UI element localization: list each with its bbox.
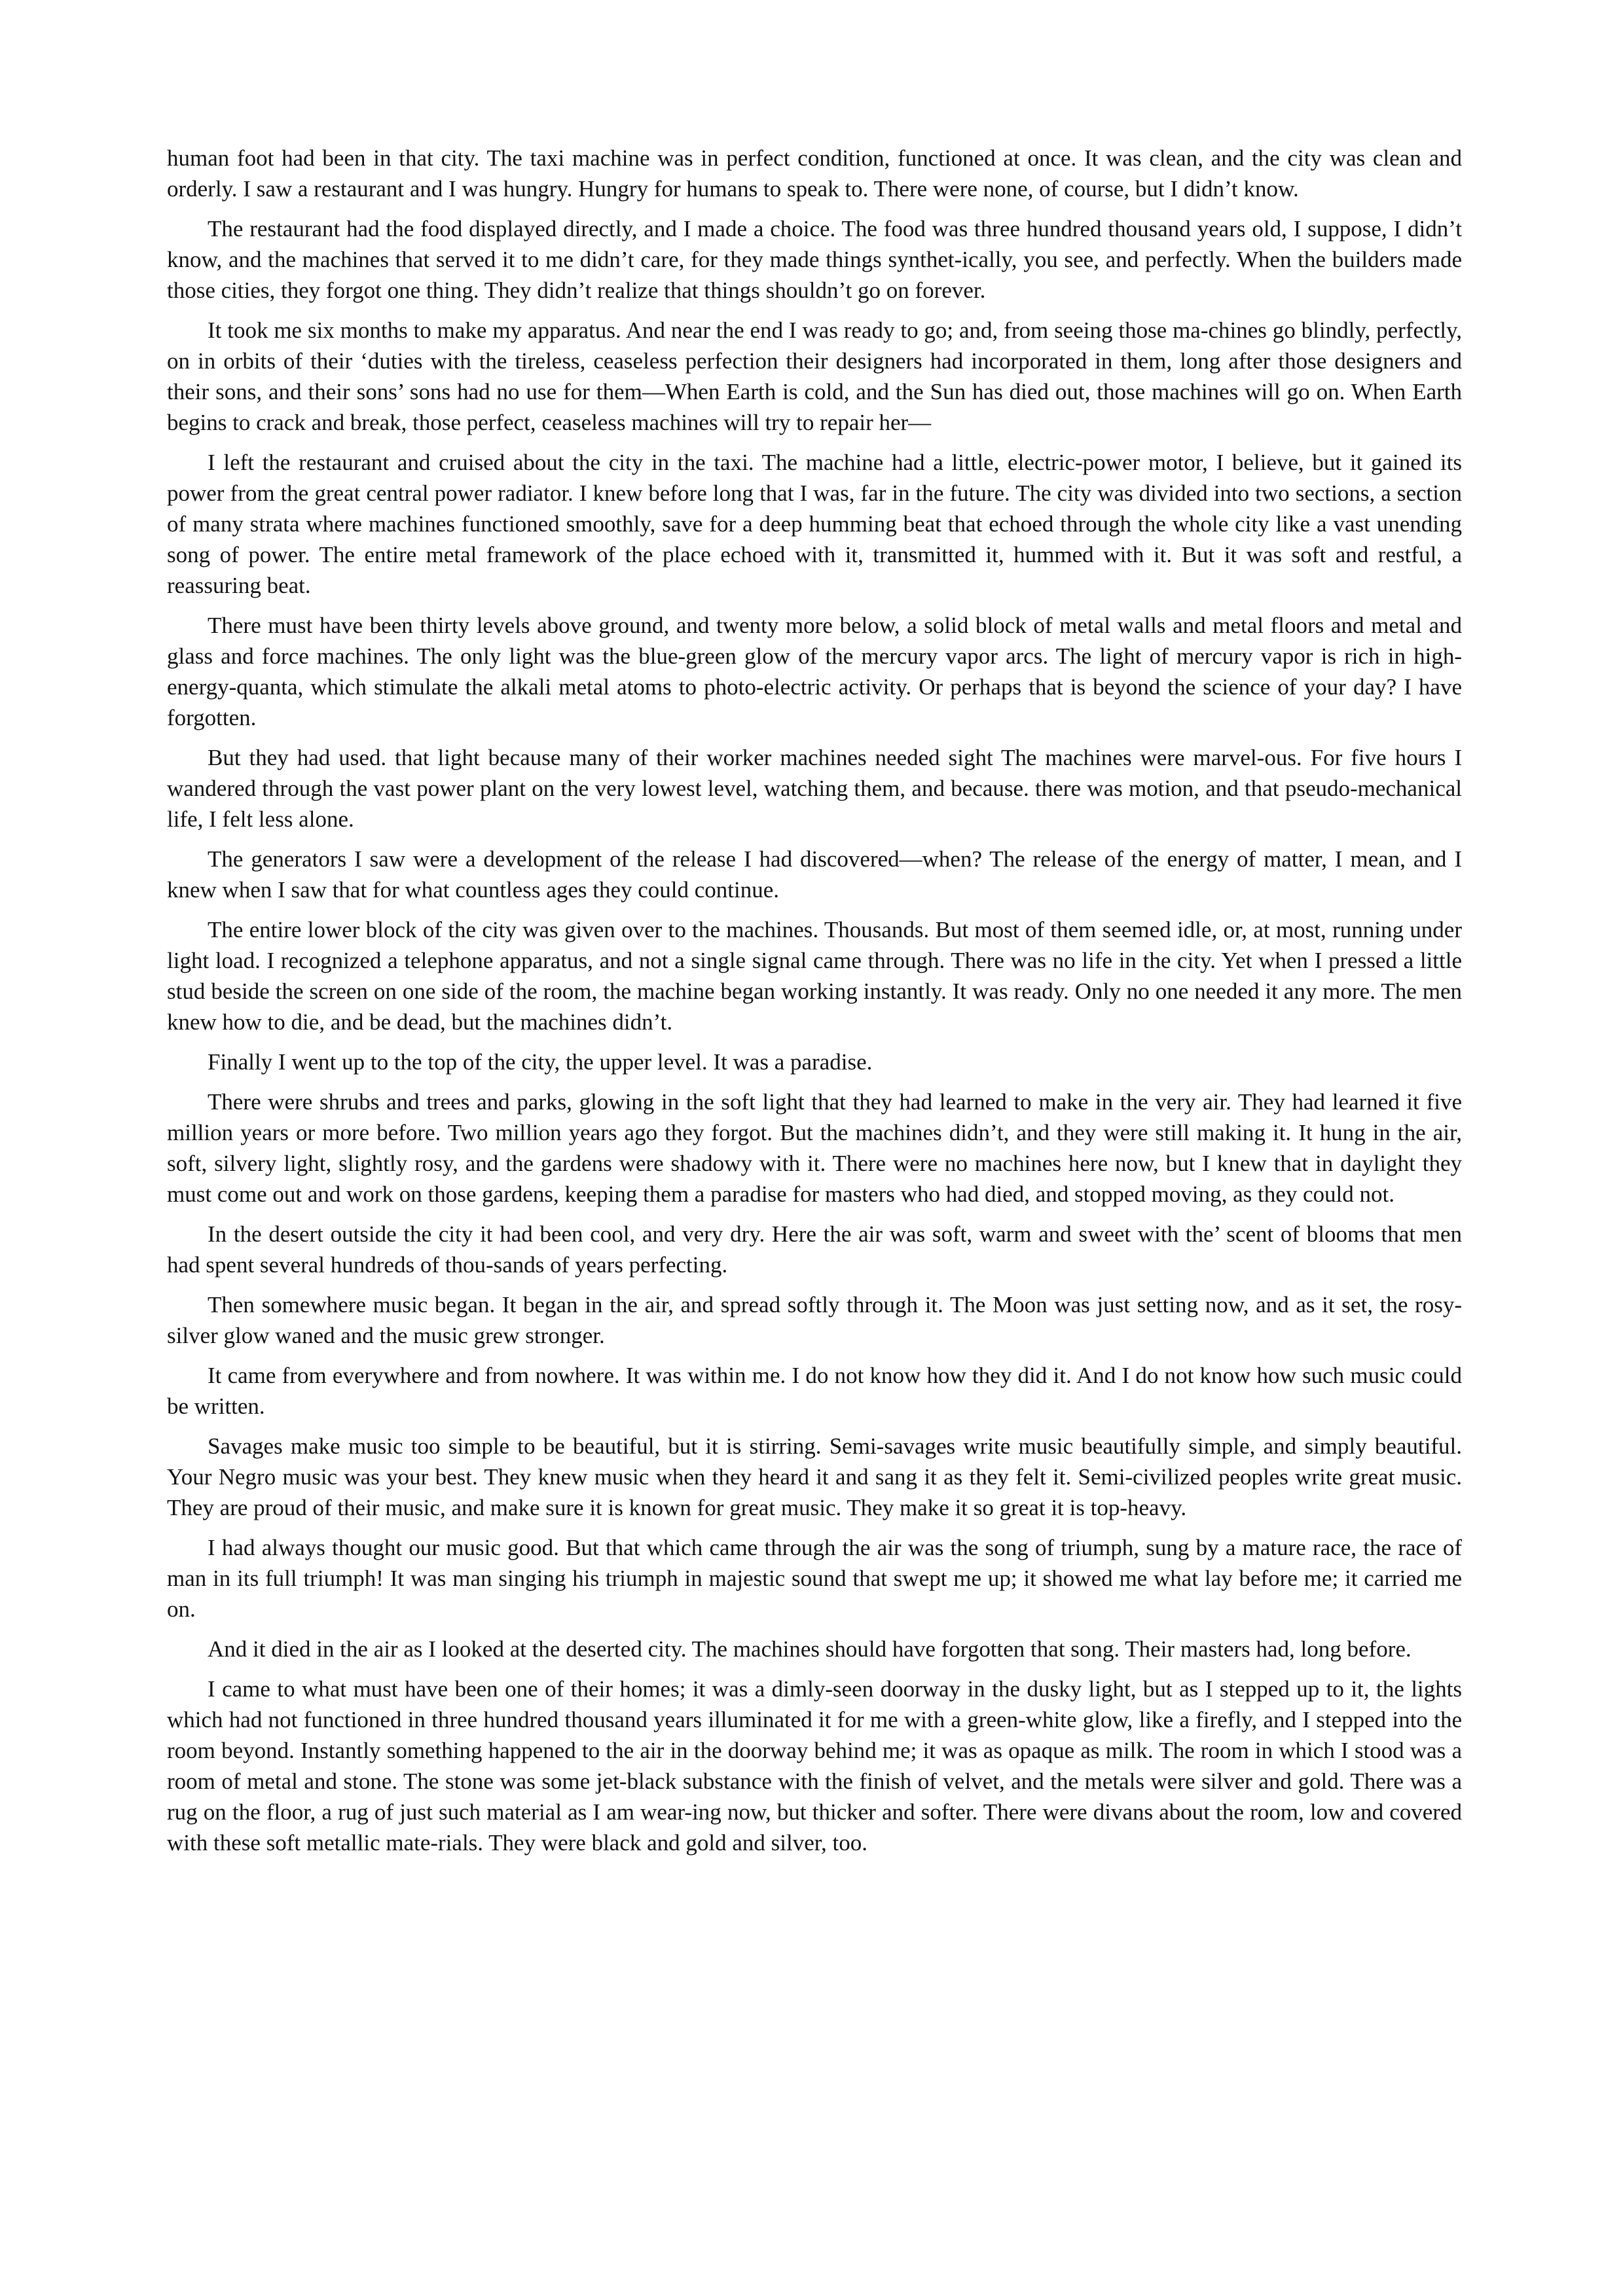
paragraph: There must have been thirty levels above ground, and twenty more below, a solid block of metal walls and metal floors and metal and glass and force machines. The only light was the blue-green glow of the mercury vapor arcs. The light of mercury vapor is rich in high-energy-quanta, which stimulate the alkali metal atoms to photo-electric activity. Or perhaps that is beyond the science of your day? I have forgotten. (167, 613, 1462, 730)
paragraph: I had always thought our music good. But that which came through the air was the song of triumph, sung by a mature race, the race of man in its full triumph! It was man singing his triumph in majestic sound that swept me up; it showed me what lay before me; it carried me on. (167, 1535, 1462, 1622)
paragraph: The restaurant had the food displayed directly, and I made a choice. The food was three hundred thousand years old, I suppose, I didn’t know, and the machines that served it to me didn’t care, for they made things synthet-ically, you see, and perfectly. When the builders made those cities, they forgot one thing. They didn’t realize that things shouldn’t go on forever. (167, 216, 1462, 303)
paragraph: I came to what must have been one of their homes; it was a dimly-seen doorway in the dusky light, but as I stepped up to it, the lights which had not functioned in three hundred thousand years illuminated it for me with a green-white glow, like a firefly, and I stepped into the room beyond. Instantly something happened to the air in the doorway behind me; it was as opaque as milk. The room in which I stood was a room of metal and stone. The stone was some jet-black substance with the finish of velvet, and the metals were silver and gold. There was a rug on the floor, a rug of just such material as I am wear-ing now, but thicker and softer. There were divans about the room, low and covered with these soft metallic mate-rials. They were black and gold and silver, too. (167, 1676, 1462, 1856)
paragraph: And it died in the air as I looked at the deserted city. The machines should have forgotten that song. Their masters had, long before. (208, 1636, 1412, 1662)
paragraph: It came from everywhere and from nowhere. It was within me. I do not know how they did it. And I do not know how such music could be written. (167, 1363, 1462, 1419)
paragraph: The entire lower block of the city was given over to the machines. Thousands. But most of them seemed idle, or, at most, running under light load. I recognized a telephone apparatus, and not a single signal came through. There was no life in the city. Yet when I pressed a little stud beside the screen on one side of the room, the machine began working instantly. It was ready. Only no one needed it any more. The men knew how to die, and be dead, but the machines didn’t. (167, 917, 1462, 1035)
paragraph: In the desert outside the city it had been cool, and very dry. Here the air was soft, warm and sweet with the’ scent of blooms that men had spent several hundreds of thou-sands of years perfecting. (167, 1221, 1462, 1278)
paragraph: Then somewhere music began. It began in the air, and spread softly through it. The Moon was just setting now, and as it set, the rosy-silver glow waned and the music grew stronger. (167, 1292, 1462, 1348)
paragraph: Savages make music too simple to be beautiful, but it is stirring. Semi-savages write music beautifully simple, and simply beautiful. Your Negro music was your best. They knew music when they heard it and sang it as they felt it. Semi-civilized peoples write great music. They are proud of their music, and make sure it is known for great music. They make it so great it is top-heavy. (167, 1433, 1462, 1520)
paragraph: There were shrubs and trees and parks, glowing in the soft light that they had learned to make in the very air. They had learned it five million years or more before. Two million years ago they forgot. But the machines didn’t, and they were still making it. It hung in the air, soft, silvery light, slightly rosy, and the gardens were shadowy with it. There were no machines here now, but I knew that in daylight they must come out and work on those gardens, keeping them a paradise for masters who had died, and stopped moving, as they could not. (167, 1089, 1462, 1207)
paragraph: Finally I went up to the top of the city, the upper level. It was a paradise. (208, 1049, 873, 1075)
paragraph: The generators I saw were a development of the release I had discovered—when? The release of the energy of matter, I mean, and I knew when I saw that for what countless ages they could continue. (167, 846, 1462, 903)
text-block (167, 143, 1462, 1867)
paragraph: But they had used. that light because many of their worker machines needed sight The machines were marvel-ous. For five hours I wandered through the vast power plant on the very lowest level, watching them, and because. there was motion, and that pseudo-mechanical life, I felt less alone. (167, 745, 1462, 832)
paragraph: I left the restaurant and cruised about the city in the taxi. The machine had a little, electric-power motor, I believe, but it gained its power from the great central power radiator. I knew before long that I was, far in the future. The city was divided into two sections, a section of many strata where machines functioned smoothly, save for a deep humming beat that echoed through the whole city like a vast unending song of power. The entire metal framework of the place echoed with it, transmitted it, hummed with it. But it was soft and restful, a reassuring beat. (167, 450, 1462, 598)
paragraph: human foot had been in that city. The taxi machine was in perfect condition, functioned at once. It was clean, and the city was clean and orderly. I saw a restaurant and I was hungry. Hungry for humans to speak to. There were none, of course, but I didn’t know. (167, 145, 1462, 202)
paragraph: It took me six months to make my apparatus. And near the end I was ready to go; and, from seeing those ma-chines go blindly, perfectly, on in orbits of their ‘duties with the tireless, ceaseless perfection their designers had incorporated in them, long after those designers and their sons, and their sons’ sons had no use for them—When Earth is cold, and the Sun has died out, those machines will go on. When Earth begins to crack and break, those perfect, ceaseless machines will try to repair her— (167, 317, 1462, 435)
